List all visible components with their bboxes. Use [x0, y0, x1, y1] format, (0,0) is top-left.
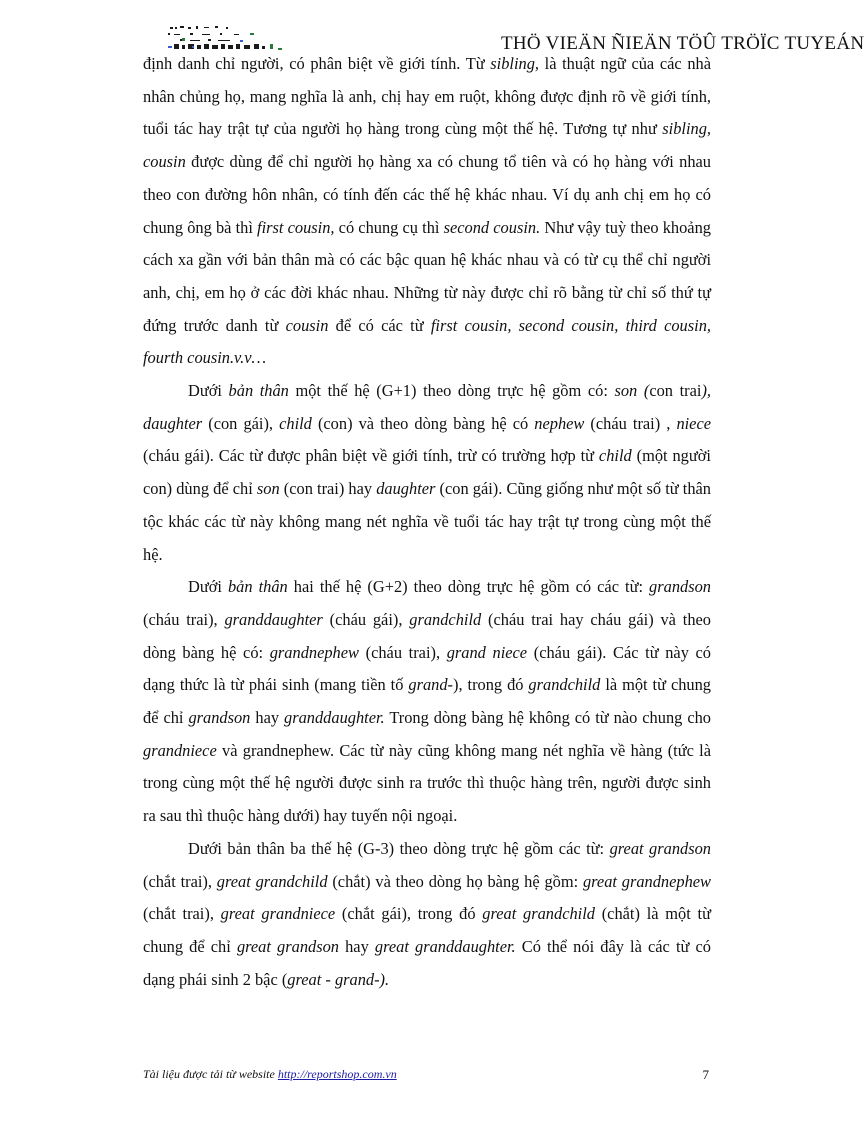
paragraph [143, 375, 711, 571]
text-run: là thuật ngữ của các nhà nhân chủng họ, mang nghĩa là anh, chị hay em ruột, không được định rõ về giới tính, tuổi tác hay trật tự của người họ hàng trong cùng một thế hệ. Tương tự như [143, 54, 711, 139]
text-run: và grandnephew. Các từ này cũng không mang nét nghĩa về hàng (tức là trong cùng một thế hệ người được sinh ra trước thì thuộc hàng trên, người được sinh ra sau thì thuộc hàng dưới) hay tuyến nội ngoại. [143, 740, 711, 826]
text-run: Dưới [188, 577, 228, 597]
text-run: (con gái), [202, 413, 280, 433]
footer-website-link[interactable]: http://reportshop.com.vn [277, 1067, 397, 1081]
italic-term: child [598, 446, 632, 466]
text-run: (cháu trai), [358, 642, 447, 662]
text-run: được dùng để chỉ người họ hàng xa có chung tổ tiên và có họ hàng với nhau theo con đường hôn nhân, có tính đến các thế hệ khác nhau. Ví dụ anh chị em họ có chung ông bà thì [143, 152, 711, 237]
text-run: hay [338, 936, 375, 956]
italic-term: first cousin, second cousin, third cousin, fourth cousin.v.v… [143, 315, 711, 368]
text-run: (con trai) hay [279, 479, 377, 499]
text-run: con trai [649, 381, 702, 401]
italic-term: bản thân [227, 577, 288, 597]
text-run: (chắt) là một từ chung để chỉ [143, 904, 711, 956]
italic-term: great grandson [609, 838, 711, 858]
text-run: (con gái). Cũng giống như một số từ thân tộc khác các từ này không mang nét nghĩa về tuổi tác hay trật tự trong cùng một thế hệ. [143, 479, 712, 564]
page-number: 7 [702, 1067, 709, 1082]
italic-term: great grandniece [220, 904, 336, 924]
text-run: (chắt trai), [143, 904, 221, 924]
italic-term: great granddaughter. [374, 936, 516, 956]
text-run: Dưới bản thân ba thế hệ (G-3) theo dòng trực hệ gồm các từ: [188, 838, 610, 858]
text-run: Như vậy tuỳ theo khoảng cách xa gần với bản thân mà có các bậc quan hệ khác nhau và có từ cụ thể chỉ người anh, chị, em họ ở các đời khác nhau. Những từ này được chỉ rõ bằng từ chỉ số thứ tự đứng trước danh từ [143, 217, 711, 335]
italic-term: child [279, 413, 312, 433]
italic-term: grandson [188, 708, 251, 728]
italic-term: ), [701, 381, 711, 401]
italic-term: great grandchild [216, 871, 328, 891]
italic-term: first cousin, [257, 217, 335, 237]
text-run: (chắt) và theo dòng họ bàng hệ gồm: [327, 871, 583, 891]
italic-term: niece [676, 413, 712, 433]
site-header-title: THÖ VIEÄN ÑIEÄN TÖÛ TRÖÏC TUYEÁN [501, 33, 864, 54]
text-run: Có thể nói đây là các từ có dạng phái sinh 2 bậc ( [143, 936, 711, 989]
italic-term: great grandchild [482, 904, 595, 924]
italic-term: nephew [534, 413, 585, 433]
text-run: hay [250, 708, 285, 728]
italic-term: son ( [614, 381, 650, 401]
paragraph [143, 48, 711, 375]
text-run: (cháu gái), [322, 609, 410, 629]
footer-note: Tài liệu được tải từ website [143, 1067, 278, 1081]
paragraph [143, 571, 711, 833]
italic-term: daughter [376, 479, 436, 499]
text-run: Trong dòng bàng hệ không có từ nào chung cho [384, 708, 711, 728]
text-run: (chắt gái), trong đó [335, 904, 483, 924]
italic-term: grandnephew [269, 642, 359, 662]
text-run: (cháu gái). Các từ này có dạng thức là từ phái sinh (mang tiền tố [143, 642, 712, 695]
text-run: là một từ chung để chỉ [143, 675, 712, 728]
italic-term: granddaughter [224, 609, 323, 629]
italic-term: cousin [285, 315, 329, 335]
italic-term: grandson [649, 577, 711, 597]
italic-term: granddaughter. [284, 708, 385, 728]
text-run: một thế hệ (G+1) theo dòng trực hệ gồm có: [288, 381, 615, 401]
italic-term: grandchild [528, 675, 601, 695]
italic-term: son [256, 479, 280, 499]
paragraph [143, 833, 711, 997]
page-footer [143, 1067, 711, 1087]
italic-term: sibling, cousin [143, 119, 711, 172]
text-run: (cháu gái). Các từ được phân biệt về giới tính, trừ có trường hợp từ [143, 446, 599, 466]
text-run: (cháu trai) , [584, 413, 677, 433]
text-run: (cháu trai), [143, 609, 225, 629]
italic-term: grand- [408, 675, 453, 695]
text-run: ), trong đó [453, 675, 529, 695]
text-run: hai thế hệ (G+2) theo dòng trực hệ gồm có các từ: [287, 577, 650, 597]
italic-term: grandniece [143, 740, 217, 760]
italic-term: great - grand-). [287, 969, 390, 989]
text-run: có chung cụ thì [334, 217, 444, 237]
italic-term: bản thân [228, 381, 289, 401]
text-run: để có các từ [328, 315, 431, 335]
italic-term: great grandnephew [582, 871, 711, 891]
italic-term: grand niece [446, 642, 528, 662]
text-run: định danh chỉ người, có phân biệt về giới tính. Từ [143, 54, 491, 73]
document-body [143, 48, 711, 996]
italic-term: second cousin. [443, 217, 541, 237]
text-run: Dưới [188, 381, 229, 401]
italic-term: grandchild [409, 609, 482, 629]
text-run: (cháu trai hay cháu gái) và theo dòng bàng hệ có: [143, 609, 711, 662]
text-run: (một người con) dùng để chỉ [143, 446, 711, 499]
italic-term: daughter [143, 413, 203, 433]
italic-term: sibling, [490, 54, 539, 73]
text-run: (con) và theo dòng bàng hệ có [311, 413, 535, 433]
italic-term: great grandson [236, 936, 339, 956]
text-run: (chắt trai), [143, 871, 217, 891]
